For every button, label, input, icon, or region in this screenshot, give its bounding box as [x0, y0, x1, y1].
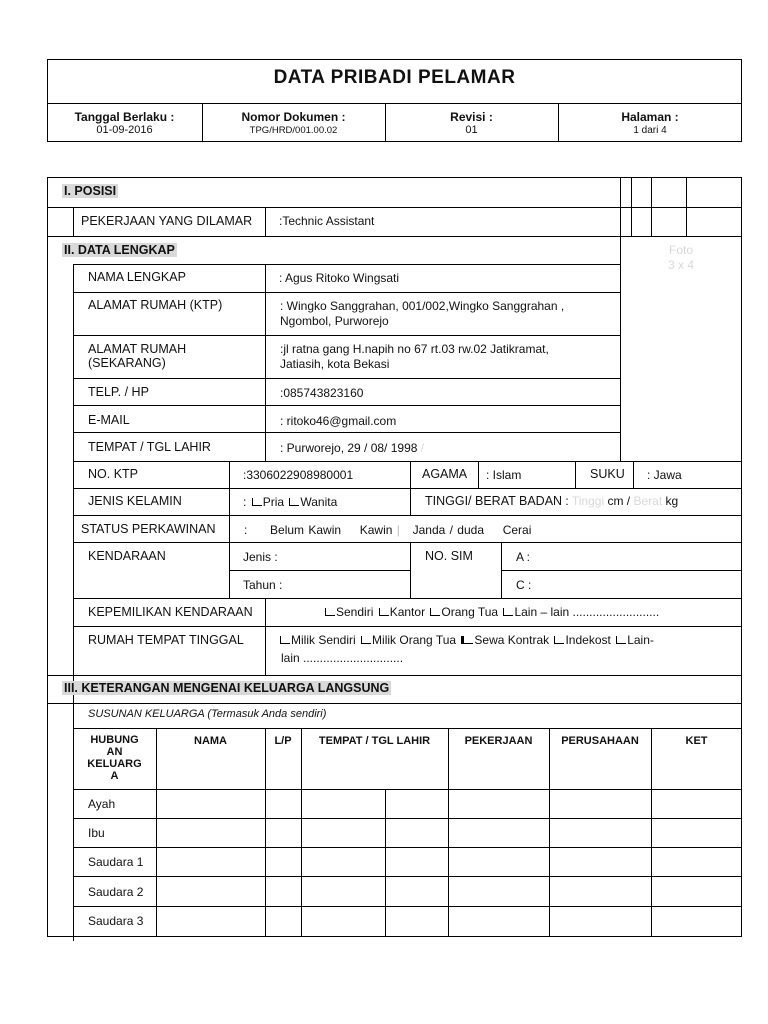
status-colon: :	[244, 523, 248, 537]
row-line	[73, 515, 742, 516]
indekost-checkbox-icon[interactable]	[554, 636, 564, 644]
col-nama: NAMA	[194, 735, 227, 747]
nama-label: NAMA LENGKAP	[88, 270, 186, 284]
label-col-sep	[73, 207, 74, 236]
milik-ot-checkbox-icon[interactable]	[361, 636, 371, 644]
row-line	[73, 461, 742, 462]
top-grid-sep	[620, 177, 621, 236]
kepemilikan-sep	[265, 598, 266, 675]
tanggal-cell	[47, 111, 202, 136]
suku-value[interactable]: : Jawa	[647, 468, 682, 482]
suku-label: SUKU	[590, 467, 625, 481]
top-grid-sep	[686, 177, 687, 236]
email-label: E-MAIL	[88, 413, 130, 427]
ktp-sep	[478, 461, 479, 488]
milik-sendiri-option[interactable]: Milik Sendiri	[291, 633, 356, 647]
milik-ot-option[interactable]: Milik Orang Tua	[372, 633, 457, 647]
family-row-saudara-1: Saudara 1	[88, 855, 144, 869]
row-line	[73, 598, 742, 599]
kg-unit: kg	[665, 494, 679, 508]
family-row-ayah: Ayah	[88, 797, 116, 811]
row-line	[73, 728, 742, 729]
halaman-label: Halaman :	[621, 110, 679, 124]
ttl-label: TEMPAT / TGL LAHIR	[88, 440, 211, 454]
sim-a-field[interactable]: A :	[516, 550, 531, 564]
ttl-value[interactable]: : Purworejo, 29 / 08/ 1998	[280, 441, 418, 455]
belum-kawin-option[interactable]: Belum Kawin	[270, 523, 342, 537]
tanggal-value: 01-09-2016	[96, 124, 153, 136]
wanita-option[interactable]: Wanita	[300, 495, 338, 509]
orang-tua-checkbox-icon[interactable]	[430, 608, 440, 616]
family-row-ibu: Ibu	[88, 826, 105, 840]
alamat-ktp-value-1[interactable]: : Wingko Sanggrahan, 001/002,Wingko Sanggrahan ,	[280, 299, 565, 313]
top-grid-sep	[651, 177, 652, 236]
kepemilikan-kendaraan-label: KEPEMILIKAN KENDARAAN	[88, 605, 253, 619]
jenis-kendaraan-field[interactable]: Jenis :	[243, 550, 278, 564]
agama-value[interactable]: : Islam	[486, 468, 522, 482]
kendaraan-sep	[229, 542, 230, 598]
revisi-value: 01	[465, 124, 478, 136]
row-line	[73, 876, 742, 877]
row-line	[73, 335, 620, 336]
ktp-label: NO. KTP	[88, 467, 139, 481]
jenis-kelamin-options	[243, 495, 337, 509]
pekerjaan-label: PEKERJAAN YANG DILAMAR	[81, 214, 253, 228]
row-line	[501, 570, 742, 571]
row-line	[47, 703, 742, 704]
col-hubungan-keluarga: HUBUNG AN KELUARG A	[87, 734, 142, 782]
alamat-ktp-label: ALAMAT RUMAH (KTP)	[88, 298, 223, 312]
row-line	[73, 488, 742, 489]
telp-label: TELP. / HP	[88, 385, 149, 399]
nomor-label: Nomor Dokumen :	[241, 110, 346, 124]
nomor-cell	[202, 111, 385, 137]
tinggi-berat-row	[425, 494, 678, 508]
foto-label: Foto	[668, 243, 693, 257]
family-row-saudara-2: Saudara 2	[88, 885, 144, 899]
kendaraan-sep	[410, 542, 411, 598]
no-sim-label: NO. SIM	[425, 549, 473, 563]
wanita-checkbox-icon[interactable]	[289, 498, 299, 506]
col-lp: L/P	[274, 735, 292, 747]
kendaraan-sep	[501, 542, 502, 598]
row-line	[73, 542, 742, 543]
row-line	[73, 264, 620, 265]
ktp-sep	[633, 461, 634, 488]
row-line	[73, 626, 742, 627]
row-line	[229, 570, 410, 571]
kep-sendiri-option[interactable]: Sendiri	[336, 605, 374, 619]
agama-label: AGAMA	[422, 467, 468, 481]
row-line	[47, 675, 742, 676]
kep-lain-option[interactable]: Lain – lain ..........................	[514, 605, 660, 619]
jenis-kelamin-label: JENIS KELAMIN	[88, 494, 182, 508]
alamat-sekarang-value-1[interactable]: :jl ratna gang H.napih no 67 rt.03 rw.02 Jatikramat,	[280, 342, 549, 356]
row-line	[73, 292, 620, 293]
revisi-label: Revisi :	[450, 110, 493, 124]
alamat-sekarang-label-1: ALAMAT RUMAH	[88, 342, 187, 356]
row-line	[73, 818, 742, 819]
alamat-ktp-value-2[interactable]: Ngombol, Purworejo	[280, 314, 389, 328]
telp-value[interactable]: :085743823160	[280, 386, 364, 400]
page-title: DATA PRIBADI PELAMAR	[273, 67, 516, 88]
rumah-options	[278, 633, 718, 647]
ttl-slash: /	[420, 441, 425, 455]
susunan-keluarga-subtitle: SUSUNAN KELUARGA (Termasuk Anda sendiri)	[88, 708, 327, 720]
halaman-cell	[558, 111, 742, 137]
status-perkawinan-label: STATUS PERKAWINAN	[81, 522, 216, 536]
header-divider	[47, 103, 742, 104]
tanggal-label: Tanggal Berlaku :	[74, 110, 175, 124]
section-posisi-title: I. POSISI	[64, 184, 117, 198]
ttl-value-wrap	[280, 441, 424, 455]
janda-duda-option[interactable]: Janda / duda	[412, 523, 484, 537]
rumah-lain-option-1[interactable]: Lain-	[627, 633, 654, 647]
status-divider: |	[396, 523, 400, 537]
pekerjaan-value[interactable]: :Technic Assistant	[279, 214, 375, 228]
section-data-lengkap-title: II. DATA LENGKAP	[64, 243, 175, 257]
cerai-option[interactable]: Cerai	[502, 523, 532, 537]
berat-field[interactable]: Berat	[633, 494, 663, 508]
lain-checkbox-icon[interactable]	[503, 608, 513, 616]
row-line	[73, 432, 620, 433]
col-pekerjaan: PEKERJAAN	[464, 735, 533, 747]
ktp-sep	[229, 461, 230, 515]
pria-option[interactable]: Pria	[262, 495, 285, 509]
jk-colon: :	[243, 495, 247, 509]
kawin-option[interactable]: Kawin	[359, 523, 393, 537]
personal-left-sep	[73, 264, 74, 941]
col-tempat-tgl-lahir: TEMPAT / TGL LAHIR	[318, 735, 431, 747]
milik-sendiri-checkbox-icon[interactable]	[280, 636, 290, 644]
ktp-sep	[410, 461, 411, 515]
family-row-saudara-3: Saudara 3	[88, 914, 144, 928]
status-sep	[229, 515, 230, 542]
alamat-sekarang-value-2[interactable]: Jatiasih, kota Bekasi	[280, 357, 390, 371]
family-col-sep	[385, 789, 386, 937]
kepemilikan-options	[323, 605, 659, 619]
status-options	[244, 523, 531, 537]
rumah-tempat-tinggal-label: RUMAH TEMPAT TINGGAL	[88, 633, 244, 647]
row-line	[73, 378, 620, 379]
email-value[interactable]: : ritoko46@gmail.com	[280, 414, 397, 428]
rumah-lain-option-2[interactable]: lain ..............................	[281, 651, 404, 665]
section-keluarga-title: III. KETERANGAN MENGENAI KELUARGA LANGSUNG	[64, 681, 390, 695]
sewa-option[interactable]: Sewa Kontrak	[474, 633, 550, 647]
row-line	[73, 847, 742, 848]
row-line	[73, 789, 742, 790]
revisi-cell	[385, 111, 558, 136]
ktp-value[interactable]: :3306022908980001	[243, 468, 354, 482]
halaman-value: 1 dari 4	[633, 125, 667, 136]
nama-value[interactable]: : Agus Ritoko Wingsati	[279, 271, 400, 285]
cm-unit: cm /	[607, 494, 631, 508]
kep-orangtua-option[interactable]: Orang Tua	[441, 605, 499, 619]
pria-checkbox-icon[interactable]	[252, 498, 262, 506]
sewa-checkbox-icon[interactable]	[461, 636, 473, 644]
alamat-sekarang-label-2: (SEKARANG)	[88, 356, 166, 370]
row-line	[73, 906, 742, 907]
lain-rumah-checkbox-icon[interactable]	[616, 636, 626, 644]
kendaraan-label: KENDARAAN	[88, 549, 166, 563]
nomor-value: TPG/HRD/001.00.02	[249, 125, 338, 136]
col-ket: KET	[685, 735, 708, 747]
ktp-sep	[575, 461, 576, 488]
tinggi-field[interactable]: Tinggi	[571, 494, 605, 508]
kep-kantor-option[interactable]: Kantor	[389, 605, 426, 619]
sendiri-checkbox-icon[interactable]	[325, 608, 335, 616]
tahun-kendaraan-field[interactable]: Tahun :	[243, 578, 283, 592]
value-col-sep	[265, 207, 266, 236]
tb-colon: :	[565, 494, 569, 508]
row-line	[73, 405, 620, 406]
row-line	[47, 207, 742, 208]
indekost-option[interactable]: Indekost	[565, 633, 611, 647]
top-grid-sep	[631, 177, 632, 236]
sim-c-field[interactable]: C :	[516, 578, 532, 592]
foto-size: 3 x 4	[667, 258, 694, 272]
tinggi-berat-label: TINGGI/ BERAT BADAN	[425, 494, 563, 508]
col-perusahaan: PERUSAHAAN	[561, 735, 639, 747]
kantor-checkbox-icon[interactable]	[379, 608, 389, 616]
